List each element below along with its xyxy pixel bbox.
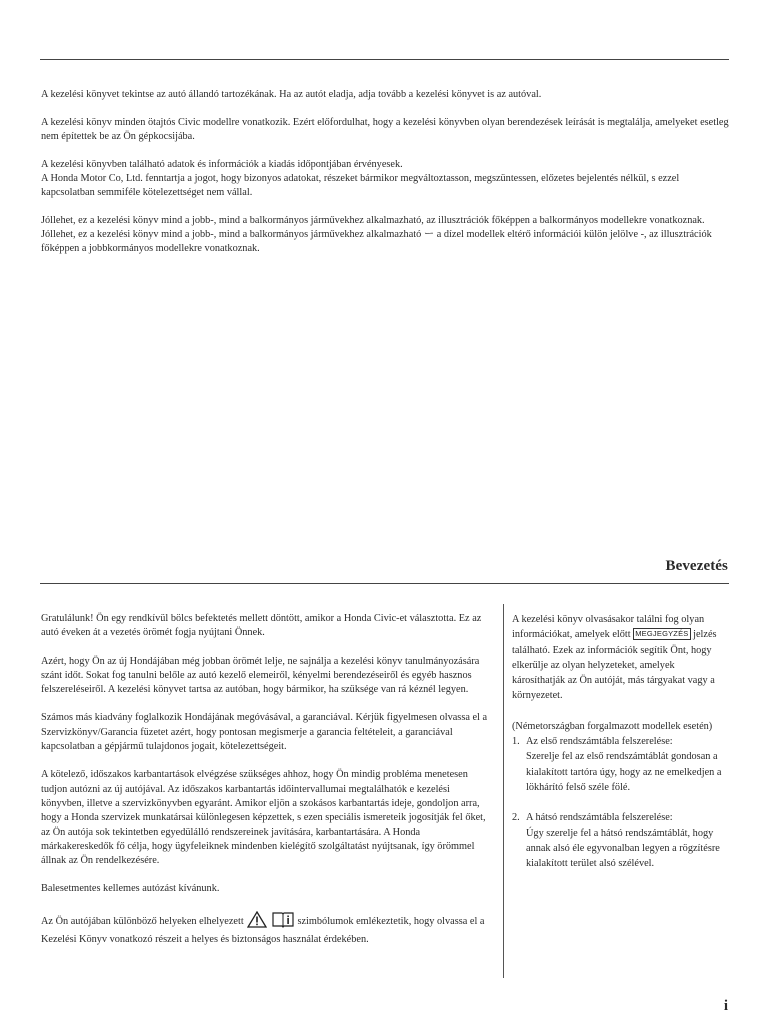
warning-triangle-icon: [247, 911, 267, 933]
list-item-text: Szerelje fel az első rendszámtáblát gondosan a kialakított tartóra úgy, hogy az ne emelkedjen a lökhárító felső széle fölé.: [526, 751, 722, 793]
note-paragraph: [512, 612, 730, 704]
paragraph: A kezelési könyv minden ötajtós Civic modellre vonatkozik. Ezért előfordulhat, hogy a kezelési könyvben olyan berendezések leírását is megtalálja, amelyeket esetleg nem építettek be az Ön gépkocsijába.: [41, 117, 729, 142]
paragraph: Azért, hogy Ön az új Hondájában még jobban örömét lelje, ne sajnálja a kezelési könyv tanulmányozására szánt időt. Sokat fog tanulni belőle az autó kezelő elemeiről, kényelmi berendezéseiről és egyéb hasznos felszereléseiről. A kezelési könyvet tartsa az autóban, hogy bármikor, ha szüksége van rá kéznél legyen.: [41, 655, 480, 696]
list-item-number: 2.: [512, 812, 520, 824]
paragraph: Gratulálunk! Ön egy rendkívül bölcs befektetés mellett döntött, amikor a Honda Civic-et választotta. Ez az autó éveken át a vezetés örömét fogja nyújtani Önnek.: [41, 613, 482, 639]
paragraph-text: szimbólumok emlékeztetik, hogy olvassa el a Kezelési Könyv vonatkozó részeit a helyes és biztonságos használat érdekében.: [41, 915, 485, 946]
paragraph: A kezelési könyvet tekintse az autó állandó tartozékának. Ha az autót eladja, adja tovább a kezelési könyvet is az autóval.: [41, 89, 542, 100]
paragraph: Jóllehet, ez a kezelési könyv mind a jobb-, mind a balkormányos járművekhez alkalmazható ー a dízel modellek eltérő információi külön jelölve -, az illusztrációk főképpen a jobbkormányos modellekre vonatkoznak.: [41, 229, 712, 254]
note-badge: MEGJEGYZÉS: [635, 629, 689, 639]
section-title: Bevezetés: [665, 558, 728, 574]
top-text-block: [41, 88, 731, 270]
symbols-paragraph: [41, 911, 493, 948]
column-divider: [503, 604, 504, 978]
paragraph-text: Az Ön autójában különböző helyeken elhelyezett: [41, 915, 244, 927]
list-item-title: Az első rendszámtábla felszerelése:: [526, 736, 673, 748]
paragraph-text: jelzés található. Ezek az információk segítik Önt, hogy elkerülje az olyan helyzeteket, amelyek károsíthatják az Ön autóját, más tárgyakat vagy a környezetet.: [512, 629, 717, 702]
paragraph: A kezelési könyvben található adatok és információk a kiadás időpontjában érvényesek.: [41, 159, 403, 170]
paragraph: A kötelező, időszakos karbantartások elvégzése szükséges ahhoz, hogy Ön mindig probléma menetesen tudjon autózni az új autójával. Az időszakos karbantartás időintervallumai megtalálhatók e kezelési könyvben, illetve a szervizkönyvben egyaránt. Amikor eljön a szokásos karbantartás ideje, gondoljon arra, hogy a Honda szervizek munkatársai különlegesen képzettek, s ezen speciális ismereteik jogosítják fel őket, az Ön autója sok tekintetben egyedülálló rendszereinek javítására, karbantartására. A Honda márkakereskedők fő célja, hogy ügyfeleiknek mindenben kielégítő szolgáltatást nyújtsanak, így örömmel állnak az Ön rendelkezésére.: [41, 769, 486, 867]
manual-book-icon: [272, 911, 294, 933]
list-item: [512, 734, 730, 795]
left-column: [41, 612, 493, 961]
top-rule: [40, 59, 729, 60]
paragraph: Számos más kiadvány foglalkozik Hondájának megóvásával, a garanciával. Kérjük figyelmesen olvassa el a Szervizkönyv/Garancia füzetet azért, hogy pontosan megismerje a garancia feltételeit, a garanciával kapcsolatban a gépjármű tulajdonos jogait, kötelezettségeit.: [41, 712, 488, 753]
list-item: [512, 810, 730, 871]
paragraph: Jóllehet, ez a kezelési könyv mind a jobb-, mind a balkormányos járművekhez alkalmazható, az illusztrációk főképpen a balkormányos modellekre vonatkoznak.: [41, 215, 705, 226]
right-column: [512, 612, 730, 886]
list-item-title: A hátsó rendszámtábla felszerelése:: [526, 812, 673, 824]
paragraph: (Németországban forgalmazott modellek esetén): [512, 720, 713, 732]
list-item-text: Úgy szerelje fel a hátsó rendszámtáblát, hogy annak alsó éle egyvonalban legyen a rögzítésre kialakított terület alsó szélével.: [526, 827, 720, 870]
page-number: i: [723, 998, 728, 1014]
paragraph: Balesetmentes kellemes autózást kívánunk.: [41, 883, 220, 895]
numbered-list: [512, 734, 730, 871]
section-rule: [40, 583, 729, 584]
paragraph-text: A kezelési könyv olvasásakor találni fog olyan információkat, amelyek előtt: [512, 614, 705, 641]
list-item-number: 1.: [512, 736, 520, 748]
paragraph: A Honda Motor Co, Ltd. fenntartja a jogot, hogy bizonyos adatokat, részeket bármikor megváltoztasson, megszüntessen, előzetes bejelentés nélkül, s ezzel kapcsolatban semmiféle kötelezettséget nem vállal.: [41, 173, 680, 198]
